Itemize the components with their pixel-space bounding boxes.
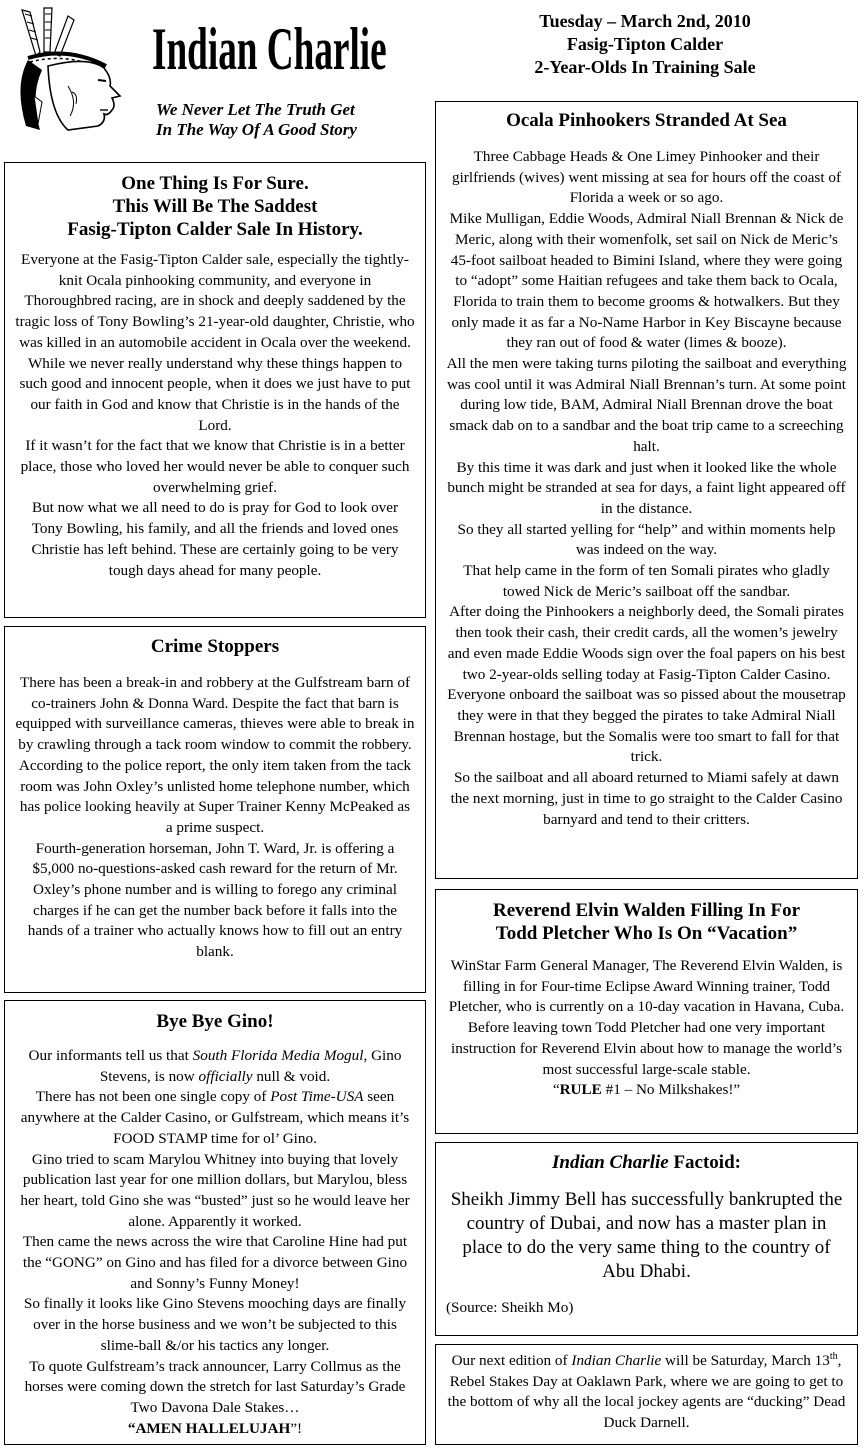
article-headline: Bye Bye Gino! <box>156 1011 274 1032</box>
paragraph: But now what we all need to do is pray for God to look over Tony Bowling, his family, and all the friends and loved ones Christie has left behind. These are certainly going to be very tough days ahead for many people. <box>31 499 399 579</box>
paragraph: So the sailboat and all aboard returned to Miami safely at dawn the next morning, just in time to go straight to the Calder Casino barnyard and tend to their critters. <box>450 769 843 828</box>
article-body <box>15 673 415 963</box>
article-saddest-sale <box>4 162 426 618</box>
publication-name: South Florida Media Mogul <box>192 1047 364 1064</box>
issue-date: Tuesday – March 2nd, 2010 <box>539 11 751 31</box>
article-body <box>444 956 849 1101</box>
text-run: , Gino Stevens, is now <box>99 1047 402 1085</box>
factoid-box <box>435 1142 858 1336</box>
article-bye-bye-gino <box>4 1000 426 1445</box>
article-reverend-walden <box>435 889 858 1134</box>
article-body <box>444 147 849 830</box>
headline-line: Todd Pletcher Who Is On “Vacation” <box>495 923 798 944</box>
paragraph <box>15 1419 415 1440</box>
text-run: , Rebel Stakes Day at Oaklawn Park, where we are going to get to the bottom of why all the local jockey agents are “ducking” Dead Duck Darnell. <box>447 1352 846 1432</box>
article-body <box>15 1046 415 1439</box>
paragraph: WinStar Farm General Manager, The Reverend Elvin Walden, is filling in for Four-time Eclipse Award Winning trainer, Todd Pletcher, who is currently on a 10-day vacation in Havana, Cuba. <box>448 957 845 1016</box>
paragraph: Everyone at the Fasig-Tipton Calder sale, especially the tightly-knit Ocala pinhooking community, and everyone in Thoroughbred racing, are in shock and deeply saddened by the tragic loss of Tony Bowling’s 21-year-old daughter, Christie, who was killed in an automobile accident in Ocala over the weekend. <box>15 251 415 351</box>
emphasis: officially <box>198 1067 253 1085</box>
paragraph: Everyone onboard the sailboat was so pissed about the mousetrap they were in that they begged the pirates to take Admiral Niall Brennan hostage, but the Somalis were too smart to fall for that trick. <box>447 686 846 766</box>
publication-name: Indian Charlie <box>552 1152 669 1173</box>
text-run: #1 – No Milkshakes!” <box>601 1081 741 1099</box>
text-run: seen anywhere at the Calder Casino, or Gulfstream, which means it’s FOOD STAMP time for ol’ Gino. <box>20 1088 410 1147</box>
paragraph: Three Cabbage Heads & One Limey Pinhooker and their girlfriends (wives) went missing at sea for hours off the coast of Florida a week or so ago. <box>451 148 842 207</box>
paragraph: After doing the Pinhookers a neighborly deed, the Somali pirates then took their cash, their credit cards, all the women’s jewelry and even made Eddie Woods sign over the foal papers on his best two 2-year-olds selling today at Fasig-Tipton Calder Casino. <box>447 603 846 683</box>
paragraph: Before leaving town Todd Pletcher had one very important instruction for Reverend Elvin about how to manage the world’s most successful large-scale stable. <box>451 1019 842 1078</box>
paragraph: Mike Mulligan, Eddie Woods, Admiral Niall Brennan & Nick de Meric, along with their womenfolk, set sail on Nick de Meric’s 45-foot sailboat headed to Bimini Island, where they were going to “adopt” some Haitian refugees and take them back to Ocala, Florida to train them to become grooms & hotwalkers. But they only made it as far a No-Name Harbor in Key Biscayne because they ran out of food & water (limes & booze). <box>449 210 844 352</box>
article-headline <box>15 172 415 241</box>
article-pinhookers-stranded <box>435 101 858 879</box>
article-headline: Crime Stoppers <box>150 636 280 657</box>
headline-line: Reverend Elvin Walden Filling In For <box>492 900 801 921</box>
text-run: null & void. <box>252 1067 331 1085</box>
article-headline <box>444 899 849 945</box>
paragraph: All the men were taking turns piloting the sailboat and everything was cool until it was Admiral Niall Brennan’s turn. At some point during low tide, BAM, Admiral Niall Brennan drove the boat smack dab on to a sandbar and the boat trip came to a screeching halt. <box>446 355 847 455</box>
paragraph <box>15 1046 415 1087</box>
sale-name: 2-Year-Olds In Training Sale <box>534 57 756 77</box>
paragraph: According to the police report, the only item taken from the tack room was John Oxley’s unlisted home telephone number, which has police looking heavily at Super Trainer Kenny McPeaked as a prime suspect. <box>18 756 412 836</box>
paragraph: While we never really understand why these things happen to such good and innocent people, when it does we just have to put our faith in God and know that Christie is in the hands of the Lord. <box>19 354 411 434</box>
paragraph: If it wasn’t for the fact that we know that Christie is in a better place, those who loved her would never be able to conquer such overwhelming grief. <box>20 437 410 496</box>
text-run: There has not been one single copy of <box>35 1088 271 1106</box>
masthead-slogan <box>156 100 357 140</box>
dateline <box>470 10 820 79</box>
text-run: Factoid: <box>668 1152 741 1173</box>
slogan-line: We Never Let The Truth Get <box>156 100 355 119</box>
ordinal-suffix: th <box>829 1350 838 1362</box>
publication-name: Post Time-USA <box>270 1088 364 1106</box>
paragraph: So finally it looks like Gino Stevens mooching days are finally over in the horse business and we won’t be subjected to this slime-ball &/or his tactics any longer. <box>23 1295 407 1354</box>
text-run: will be Saturday, March 13 <box>661 1352 830 1369</box>
paragraph <box>444 1080 849 1101</box>
text-run: “ <box>552 1081 560 1099</box>
paragraph <box>15 1087 415 1149</box>
paragraph: Then came the news across the wire that Caroline Hine had put the “GONG” on Gino and has filed for a divorce between Gino and Sonny’s Funny Money! <box>22 1233 408 1292</box>
text-run: ”! <box>290 1419 303 1437</box>
rule-label: RULE <box>559 1081 602 1099</box>
notice-text <box>444 1351 849 1434</box>
slogan-line: In The Way Of A Good Story <box>156 120 357 139</box>
paragraph: There has been a break-in and robbery at the Gulfstream barn of co-trainers John & Donna Ward. Despite the fact that barn is equipped with surveillance cameras, thieves were able to break in by crawling through a tack room window to commit the robbery. <box>15 674 415 754</box>
paragraph: So they all started yelling for “help” and within moments help was indeed on the way. <box>457 520 836 559</box>
factoid-text: Sheikh Jimmy Bell has successfully bankrupted the country of Dubai, and now has a master plan in place to do the very same thing to the country of Abu Dhabi. <box>450 1189 843 1282</box>
text-run: Our next edition of <box>451 1352 572 1369</box>
text-run: Our informants tell us that <box>28 1047 193 1064</box>
factoid-source: (Source: Sheikh Mo) <box>446 1299 574 1316</box>
article-headline: Ocala Pinhookers Stranded At Sea <box>506 110 787 131</box>
paragraph: That help came in the form of ten Somali pirates who gladly towed Nick de Meric’s sailboat off the sandbar. <box>463 562 830 600</box>
masthead-title: Indian Charlie <box>152 16 387 82</box>
headline-line: Fasig-Tipton Calder Sale In History. <box>67 219 363 240</box>
paragraph: Fourth-generation horseman, John T. Ward, Jr. is offering a $5,000 no-questions-asked cash reward for the return of Mr. Oxley’s phone number and is willing to forego any criminal charges if he can get the number back before it falls into the hands of a trainer who actually knows how to fill out an entry blank. <box>27 839 403 961</box>
factoid-headline <box>446 1151 847 1174</box>
headline-line: One Thing Is For Sure. <box>121 173 309 194</box>
headline-line: This Will Be The Saddest <box>112 196 318 217</box>
quote-bold: “AMEN HALLELUJAH <box>127 1419 291 1437</box>
indian-chief-logo-icon <box>8 6 148 134</box>
article-crime-stoppers <box>4 626 426 993</box>
paragraph: To quote Gulfstream’s track announcer, Larry Collmus as the horses were coming down the stretch for last Saturday’s Grade Two Davona Dale Stakes… <box>24 1357 406 1416</box>
article-body <box>15 250 415 581</box>
publication-name: Indian Charlie <box>571 1352 662 1369</box>
next-edition-notice <box>435 1344 858 1445</box>
paragraph: Gino tried to scam Marylou Whitney into buying that lovely publication last year for one million dollars, but Marylou, bless her heart, told Gino she was “busted” just so he would leave her alone. Apparently it worked. <box>20 1150 410 1230</box>
sale-venue: Fasig-Tipton Calder <box>566 34 724 54</box>
paragraph: By this time it was dark and just when it looked like the whole bunch might be stranded at sea for days, a faint light appeared off in the distance. <box>447 458 846 517</box>
